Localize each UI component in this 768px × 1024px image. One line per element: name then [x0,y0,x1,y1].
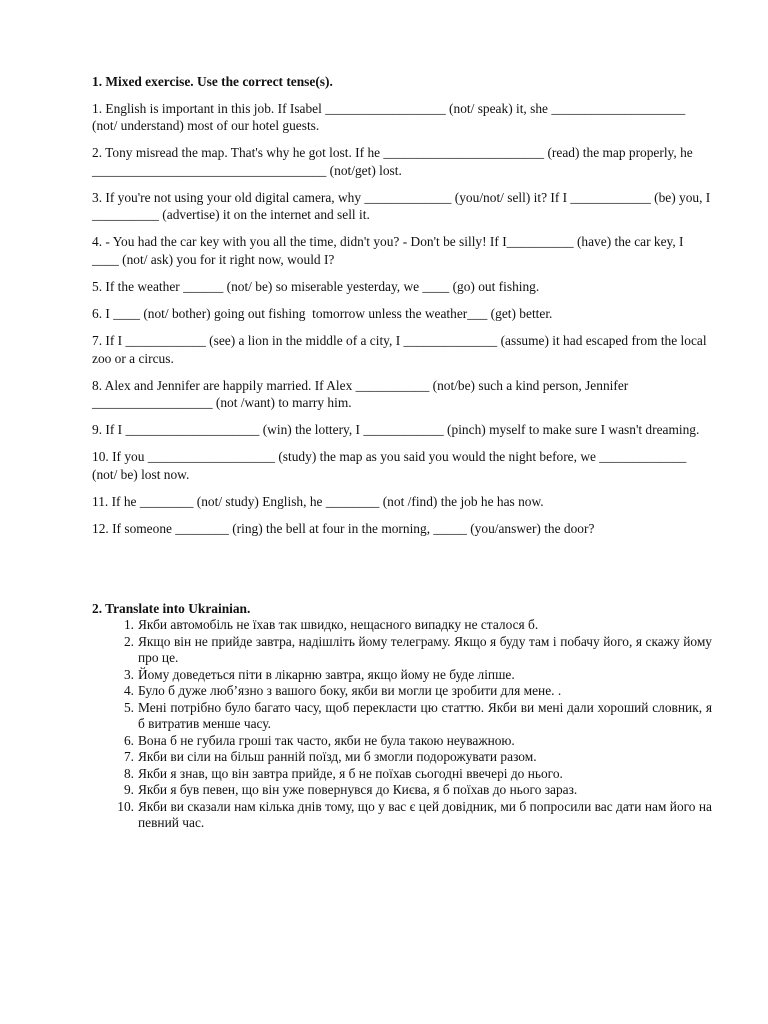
exercise1-item-2: 2. Tony misread the map. That's why he got lost. If he ________________________ (read) the map properly, he ___________________________________ (not/get) lost. [92,145,697,178]
exercise2-item-6 [123,732,712,750]
item-number: 6. [123,732,134,748]
item-text: Мені потрібно було багато часу, щоб перекласти цю статтю. Якби ви мені дали хороший словник, я б витратив менше часу. [138,699,712,732]
exercise1-title: 1. Mixed exercise. Use the correct tense(s). [92,74,333,89]
exercise1-item-6: 6. I ____ (not/ bother) going out fishing tomorrow unless the weather___ (get) better. [92,305,553,321]
item-number: 1. [123,617,134,633]
exercise2-title: 2. Translate into Ukrainian. [92,601,251,617]
exercise1-list [92,100,712,538]
section-spacer [92,547,712,601]
exercise1-item-5: 5. If the weather ______ (not/ be) so miserable yesterday, we ____ (go) out fishing. [92,278,540,294]
item-number: 2. [123,633,134,649]
item-text: Якби ви сказали нам кілька днів тому, що у вас є цей довідник, ми б попросили вас дати нам його на певний час. [138,798,712,831]
exercise1-item-9: 9. If I ____________________ (win) the lottery, I ____________ (pinch) myself to make sure I wasn't dreaming. [92,422,700,438]
item-text: Якби я був певен, що він уже повернувся до Києва, я б поїхав до нього зараз. [138,782,578,798]
item-text: Якби я знав, що він завтра прийде, я б не поїхав сьогодні ввечері до нього. [138,765,563,781]
item-number: 3. [123,666,134,682]
item-text: Було б дуже люб’язно з вашого боку, якби ви могли це зробити для мене. . [138,683,562,699]
exercise2-item-7 [123,749,712,766]
item-number: 8. [123,765,134,781]
exercise1-item-3: 3. If you're not using your old digital camera, why _____________ (you/not/ sell) it? If I ____________ (be) you, I __________ (advertise) it on the internet and sell it. [92,189,714,223]
item-number: 9. [123,782,134,798]
exercise1-item-1: 1. English is important in this job. If Isabel __________________ (not/ speak) it, she ____________________ (not/ understand) most of our hotel guests. [92,100,689,133]
exercise1-item-12: 12. If someone ________ (ring) the bell at four in the morning, _____ (you/answer) the door? [92,521,595,537]
exercise2-item-1 [123,617,712,634]
exercise1-item-4: 4. - You had the car key with you all the time, didn't you? - Don't be silly! If I__________ (have) the car key, I ____ (not/ ask) you for it right now, would I? [92,234,687,267]
item-text: Якби автомобіль не їхав так швидко, нещасного випадку не сталося б. [138,617,539,633]
exercise2-item-8 [123,765,712,783]
item-number: 7. [123,749,134,765]
exercise2-item-3 [123,666,712,684]
exercise1-item-10: 10. If you ___________________ (study) the map as you said you would the night before, we _____________ (not/ be) lost now. [92,449,690,482]
item-text: Якби ви сіли на більш ранній поїзд, ми б змогли подорожувати разом. [138,749,537,765]
exercise2-item-10 [117,798,712,832]
item-number: 4. [123,683,134,699]
exercise2-item-9 [123,782,712,799]
exercise1-item-11: 11. If he ________ (not/ study) English, he ________ (not /find) the job he has now. [92,493,544,509]
exercise1-item-7: 7. If I ____________ (see) a lion in the middle of a city, I ______________ (assume) it had escaped from the local zoo or a circus. [92,333,710,366]
item-text: Йому доведеться піти в лікарню завтра, якщо йому не буде ліпше. [138,666,515,682]
exercise2-item-5 [123,699,712,733]
item-text: Якщо він не прийде завтра, надішліть йому телеграму. Якщо я буду там і побачу його, я скажу йому про це. [138,633,712,666]
item-text: Вона б не губила гроші так часто, якби не була такою неуважною. [138,732,515,748]
item-number: 10. [117,798,134,814]
exercise2-item-4 [123,683,712,700]
exercise2-list [92,617,712,832]
exercise2-item-2 [123,633,712,667]
exercise1-item-8: 8. Alex and Jennifer are happily married. If Alex ___________ (not/be) such a kind person, Jennifer __________________ (not /want) to marry him. [92,377,632,411]
document-page [92,73,712,832]
item-number: 5. [123,699,134,715]
